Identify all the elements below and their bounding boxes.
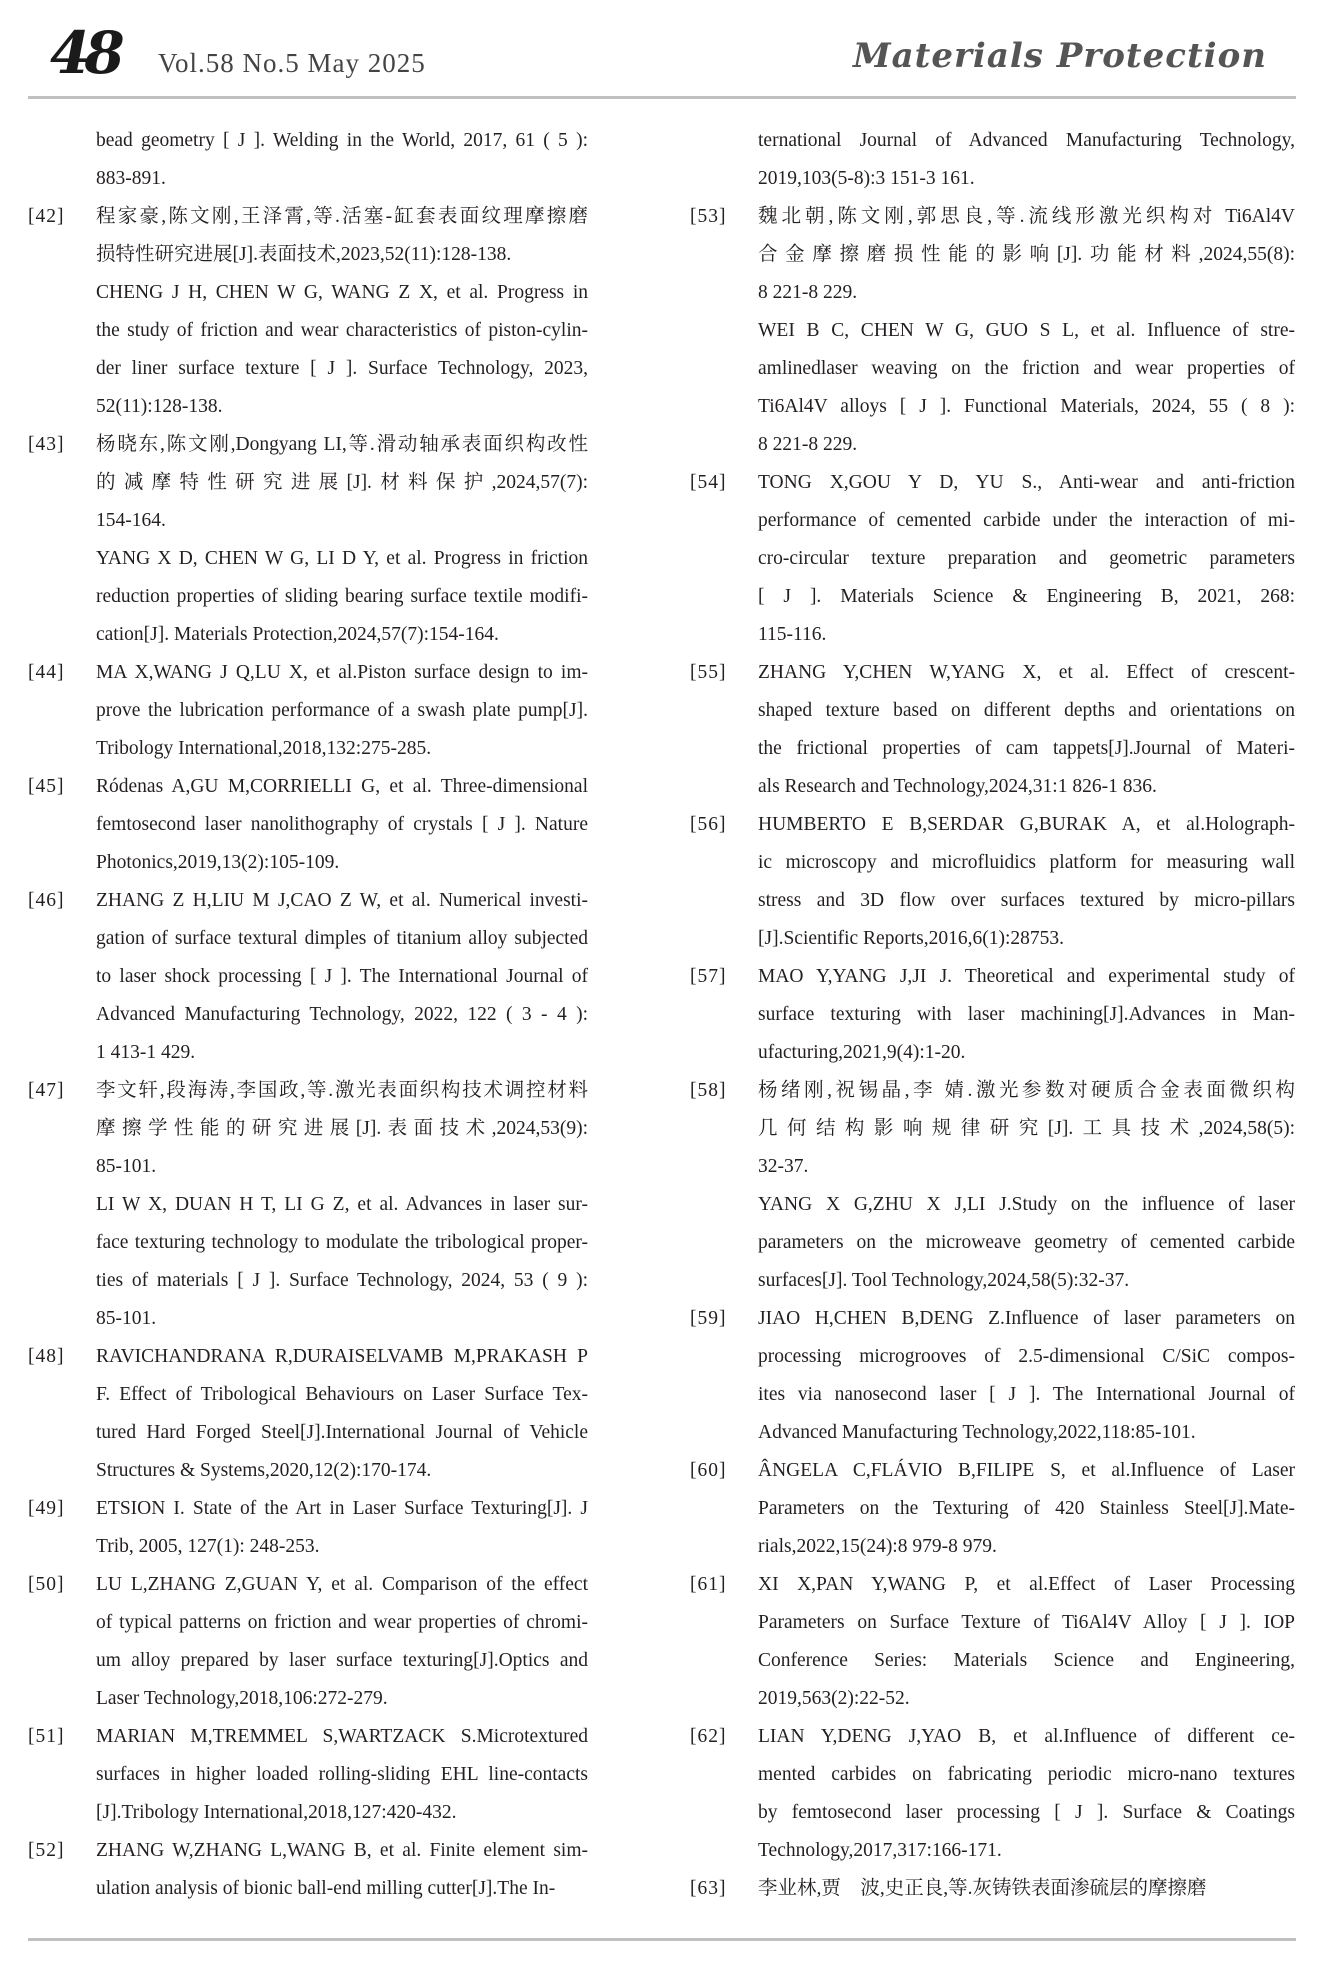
reference-line: by femtosecond laser processing [ J ]. Surface & Coatings [758,1802,1295,1823]
reference-entry [28,1832,588,1908]
reference-entry [690,958,1295,1072]
reference-line: surface texturing with laser machining[J].Advances in Man- [758,1004,1295,1025]
reference-entry [690,1566,1295,1718]
reference-line: tured Hard Forged Steel[J].International Journal of Vehicle [96,1422,588,1443]
reference-line: ZHANG W,ZHANG L,WANG B, et al. Finite element sim- [96,1840,588,1861]
reference-line: Laser Technology,2018,106:272-279. [96,1688,388,1709]
reference-line: 李文轩,段海涛,李国政,等.激光表面织构技术调控材料 [96,1080,588,1101]
reference-line: 52(11):128-138. [96,396,223,417]
reference-line: 32-37. [758,1156,809,1177]
reference-line: Advanced Manufacturing Technology, 2022, 122 ( 3 - 4 ): [96,1004,588,1025]
left-column [28,122,588,1908]
reference-entry [28,768,588,882]
reference-entry [690,806,1295,958]
reference-line: [J].Tribology International,2018,127:420-432. [96,1802,457,1823]
reference-line: surfaces in higher loaded rolling-sliding EHL line-contacts [96,1764,588,1785]
reference-line: 85-101. [96,1308,157,1329]
reference-line: stress and 3D flow over surfaces textured by micro-pillars [758,890,1295,911]
reference-line: ites via nanosecond laser [ J ]. The International Journal of [758,1384,1295,1405]
reference-line: 154-164. [96,510,166,531]
reference-line: ic microscopy and microfluidics platform for measuring wall [758,852,1295,873]
reference-line: processing microgrooves of 2.5-dimensional C/SiC compos- [758,1346,1295,1367]
reference-line: 损特性研究进展[J].表面技术,2023,52(11):128-138. [96,244,512,265]
reference-line: ZHANG Y,CHEN W,YANG X, et al. Effect of crescent- [758,662,1295,683]
reference-number: [61] [690,1574,727,1595]
reference-line: ETSION I. State of the Art in Laser Surface Texturing[J]. J [96,1498,588,1519]
reference-line: YANG X G,ZHU X J,LI J.Study on the influence of laser [758,1194,1295,1215]
reference-line: shaped texture based on different depths and orientations on [758,700,1295,721]
reference-line: 魏北朝,陈文刚,郭思良,等.流线形激光织构对 Ti6Al4V [758,206,1295,227]
reference-line: Parameters on the Texturing of 420 Stainless Steel[J].Mate- [758,1498,1295,1519]
reference-line: 几何结构影响规律研究[J].工具技术,2024,58(5): [758,1118,1295,1139]
reference-line: ÂNGELA C,FLÁVIO B,FILIPE S, et al.Influence of Laser [758,1460,1295,1481]
reference-line: parameters on the microweave geometry of cemented carbide [758,1232,1295,1253]
reference-number: [46] [28,890,65,911]
reference-line: Parameters on Surface Texture of Ti6Al4V Alloy [ J ]. IOP [758,1612,1295,1633]
reference-line: 的减摩特性研究进展[J].材料保护,2024,57(7): [96,472,588,493]
reference-line: 1 413-1 429. [96,1042,196,1063]
reference-line: 合金摩擦磨损性能的影响[J].功能材料,2024,55(8): [758,244,1295,265]
reference-line: um alloy prepared by laser surface texturing[J].Optics and [96,1650,588,1671]
reference-line: ternational Journal of Advanced Manufacturing Technology, [758,130,1295,151]
journal-name: Materials Protection [853,36,1267,76]
reference-line: Technology,2017,317:166-171. [758,1840,1002,1861]
reference-line: Structures & Systems,2020,12(2):170-174. [96,1460,432,1481]
reference-line: Photonics,2019,13(2):105-109. [96,852,340,873]
reference-line: gation of surface textural dimples of titanium alloy subjected [96,928,588,949]
reference-entry [690,1072,1295,1300]
reference-number: [45] [28,776,65,797]
right-column [690,122,1295,1908]
reference-line: LIAN Y,DENG J,YAO B, et al.Influence of different ce- [758,1726,1295,1747]
volume-info: Vol.58 No.5 May 2025 [158,48,426,78]
reference-line: 8 221-8 229. [758,434,858,455]
reference-line: Trib, 2005, 127(1): 248-253. [96,1536,320,1557]
reference-line: ufacturing,2021,9(4):1-20. [758,1042,966,1063]
reference-line: Ródenas A,GU M,CORRIELLI G, et al. Three-dimensional [96,776,588,797]
reference-number: [50] [28,1574,65,1595]
reference-entry [28,1490,588,1566]
reference-number: [59] [690,1308,727,1329]
reference-number: [49] [28,1498,65,1519]
reference-entry [28,1338,588,1490]
reference-line: Ti6Al4V alloys [ J ]. Functional Materials, 2024, 55 ( 8 ): [758,396,1295,417]
reference-line: 杨绪刚,祝锡晶,李 婧.激光参数对硬质合金表面微织构 [758,1080,1295,1101]
reference-line: YANG X D, CHEN W G, LI D Y, et al. Progress in friction [96,548,588,569]
page-number: 48 [50,19,119,87]
reference-number: [57] [690,966,727,987]
reference-number: [42] [28,206,65,227]
reference-number: [43] [28,434,65,455]
reference-line: 杨晓东,陈文刚,Dongyang LI,等.滑动轴承表面织构改性 [96,434,588,455]
reference-line: Advanced Manufacturing Technology,2022,118:85-101. [758,1422,1196,1443]
reference-line: JIAO H,CHEN B,DENG Z.Influence of laser parameters on [758,1308,1295,1329]
reference-entry [690,1870,1295,1908]
reference-line: LI W X, DUAN H T, LI G Z, et al. Advances in laser sur- [96,1194,588,1215]
reference-line: CHENG J H, CHEN W G, WANG Z X, et al. Progress in [96,282,588,303]
reference-line: 摩擦学性能的研究进展[J].表面技术,2024,53(9): [96,1118,588,1139]
reference-line: 李业林,贾 波,史正良,等.灰铸铁表面渗硫层的摩擦磨 [758,1878,1207,1899]
reference-line: femtosecond laser nanolithography of crystals [ J ]. Nature [96,814,588,835]
reference-line: MAO Y,YANG J,JI J. Theoretical and experimental study of [758,966,1295,987]
reference-number: [62] [690,1726,727,1747]
reference-line: 程家豪,陈文刚,王泽霄,等.活塞-缸套表面纹理摩擦磨 [96,206,588,227]
reference-line: ties of materials [ J ]. Surface Technology, 2024, 53 ( 9 ): [96,1270,588,1291]
reference-line: prove the lubrication performance of a swash plate pump[J]. [96,700,588,721]
reference-line: MA X,WANG J Q,LU X, et al.Piston surface design to im- [96,662,588,683]
reference-line: LU L,ZHANG Z,GUAN Y, et al. Comparison of the effect [96,1574,588,1595]
reference-line: mented carbides on fabricating periodic micro-nano textures [758,1764,1295,1785]
reference-line: 2019,563(2):22-52. [758,1688,910,1709]
reference-entry [690,464,1295,654]
reference-entry [690,198,1295,464]
reference-number: [63] [690,1878,727,1899]
reference-line: 8 221-8 229. [758,282,858,303]
reference-line: F. Effect of Tribological Behaviours on Laser Surface Tex- [96,1384,588,1405]
reference-line: cro-circular texture preparation and geometric parameters [758,548,1295,569]
continued-reference [28,122,588,198]
reference-entry [690,654,1295,806]
reference-entry [690,1718,1295,1870]
reference-line: reduction properties of sliding bearing surface textile modifi- [96,586,588,607]
reference-line: 2019,103(5-8):3 151-3 161. [758,168,975,189]
reference-line: WEI B C, CHEN W G, GUO S L, et al. Influence of stre- [758,320,1295,341]
reference-line: to laser shock processing [ J ]. The International Journal of [96,966,588,987]
reference-entry [28,426,588,654]
reference-line: der liner surface texture [ J ]. Surface Technology, 2023, [96,358,588,379]
reference-number: [55] [690,662,727,683]
reference-entry [28,1072,588,1338]
page-header [0,0,1325,100]
reference-number: [54] [690,472,727,493]
reference-entry [690,1452,1295,1566]
reference-line: bead geometry [ J ]. Welding in the World, 2017, 61 ( 5 ): [96,130,588,151]
reference-line: the study of friction and wear characteristics of piston-cylin- [96,320,588,341]
reference-line: 115-116. [758,624,827,645]
reference-entry [28,198,588,426]
reference-number: [60] [690,1460,727,1481]
reference-number: [56] [690,814,727,835]
reference-entry [28,1718,588,1832]
reference-line: ZHANG Z H,LIU M J,CAO Z W, et al. Numerical investi- [96,890,588,911]
reference-line: ulation analysis of bionic ball-end milling cutter[J].The In- [96,1878,556,1899]
reference-line: [J].Scientific Reports,2016,6(1):28753. [758,928,1064,949]
reference-line: HUMBERTO E B,SERDAR G,BURAK A, et al.Holograph- [758,814,1295,835]
reference-line: cation[J]. Materials Protection,2024,57(7):154-164. [96,624,499,645]
reference-line: [ J ]. Materials Science & Engineering B, 2021, 268: [758,586,1295,607]
reference-line: RAVICHANDRANA R,DURAISELVAMB M,PRAKASH P [96,1346,588,1367]
reference-number: [51] [28,1726,65,1747]
reference-line: 883-891. [96,168,166,189]
reference-line: the frictional properties of cam tappets[J].Journal of Materi- [758,738,1295,759]
reference-line: of typical patterns on friction and wear properties of chromi- [96,1612,588,1633]
reference-line: Tribology International,2018,132:275-285. [96,738,432,759]
reference-line: performance of cemented carbide under the interaction of mi- [758,510,1295,531]
reference-entry [28,882,588,1072]
reference-line: rials,2022,15(24):8 979-8 979. [758,1536,997,1557]
reference-entry [28,1566,588,1718]
reference-number: [44] [28,662,65,683]
footer-divider [28,1938,1296,1941]
reference-number: [52] [28,1840,65,1861]
reference-number: [48] [28,1346,65,1367]
continued-reference [690,122,1295,198]
header-divider [28,96,1296,99]
reference-number: [58] [690,1080,727,1101]
reference-number: [47] [28,1080,65,1101]
reference-number: [53] [690,206,727,227]
reference-line: face texturing technology to modulate the tribological proper- [96,1232,588,1253]
reference-entry [690,1300,1295,1452]
reference-line: als Research and Technology,2024,31:1 826-1 836. [758,776,1157,797]
reference-line: TONG X,GOU Y D, YU S., Anti-wear and anti-friction [758,472,1295,493]
reference-line: Conference Series: Materials Science and Engineering, [758,1650,1295,1671]
reference-line: amlinedlaser weaving on the friction and wear properties of [758,358,1295,379]
reference-line: 85-101. [96,1156,157,1177]
reference-entry [28,654,588,768]
reference-line: MARIAN M,TREMMEL S,WARTZACK S.Microtextured [96,1726,588,1747]
reference-line: XI X,PAN Y,WANG P, et al.Effect of Laser Processing [758,1574,1295,1595]
reference-line: surfaces[J]. Tool Technology,2024,58(5):32-37. [758,1270,1130,1291]
